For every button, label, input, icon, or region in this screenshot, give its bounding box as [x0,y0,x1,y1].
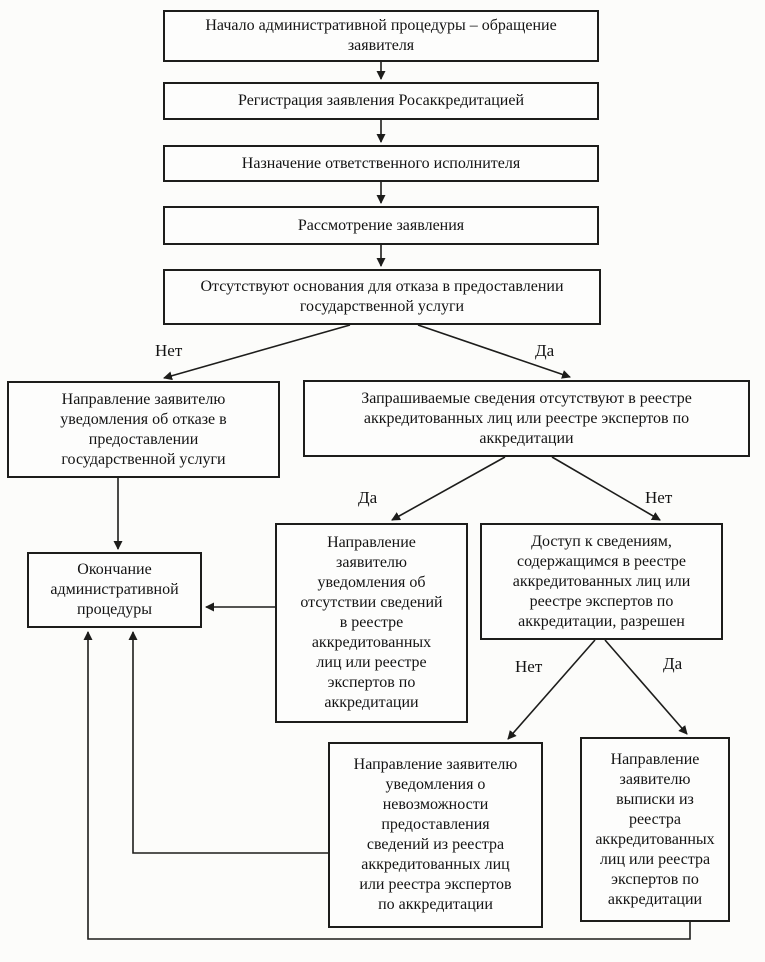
arrow-requested-yes-to-absent [392,457,505,520]
node-end [27,552,202,628]
edge-label-requested-yes: Да [358,488,378,507]
edge-label-grounds-yes: Да [535,341,555,360]
node-impossible-label: Направление заявителю уведомления о невозможности предоставления сведений из реестра аккредитованных лиц или реестра экспертов по аккредитации [353,756,518,913]
edge-label-requested-no: Нет [645,488,673,507]
node-registration-label: Регистрация заявления Росаккредитацией [238,92,524,109]
edge-label-grounds-no: Нет [155,341,183,360]
edge-label-access-no: Нет [515,657,543,676]
node-access [480,523,723,640]
arrow-grounds-no-to-refusal [164,325,350,378]
node-registration [163,82,599,120]
node-start [163,10,599,62]
node-grounds [163,269,601,325]
node-access-label: Доступ к сведениям, содержащимся в реестре аккредитованных лиц или реестре экспертов по аккредитации, разрешен [512,532,691,630]
node-absent [275,523,468,723]
node-extract-label: Направление заявителю выписки из реестра аккредитованных лиц или реестра экспертов по аккредитации [595,750,715,908]
node-impossible [328,742,543,928]
arrow-requested-no-to-access [552,457,660,520]
node-grounds-label: Отсутствуют основания для отказа в предоставлении государственной услуги [200,278,564,315]
node-requested [303,380,750,457]
node-start-label: Начало административной процедуры – обращение заявителя [205,17,557,54]
node-review-label: Рассмотрение заявления [297,216,465,234]
node-refusal-label: Направление заявителю уведомления об отказе в предоставлении государственной услуги [60,390,227,468]
edge-label-access-yes: Да [663,654,683,673]
node-end-label: Окончание административной процедуры [50,561,179,618]
node-refusal [7,381,280,478]
arrow-access-no-to-impossible [508,640,595,739]
node-review [163,206,599,245]
node-extract [580,737,730,922]
node-executor [163,145,599,182]
node-requested-label: Запрашиваемые сведения отсутствуют в реестре аккредитованных лиц или реестре экспертов по аккредитации [361,389,692,447]
node-absent-label: Направление заявителю уведомления об отсутствии сведений в реестре аккредитованных лиц или реестре экспертов по аккредитации [300,534,443,711]
node-executor-label: Назначение ответственного исполнителя [241,154,521,172]
